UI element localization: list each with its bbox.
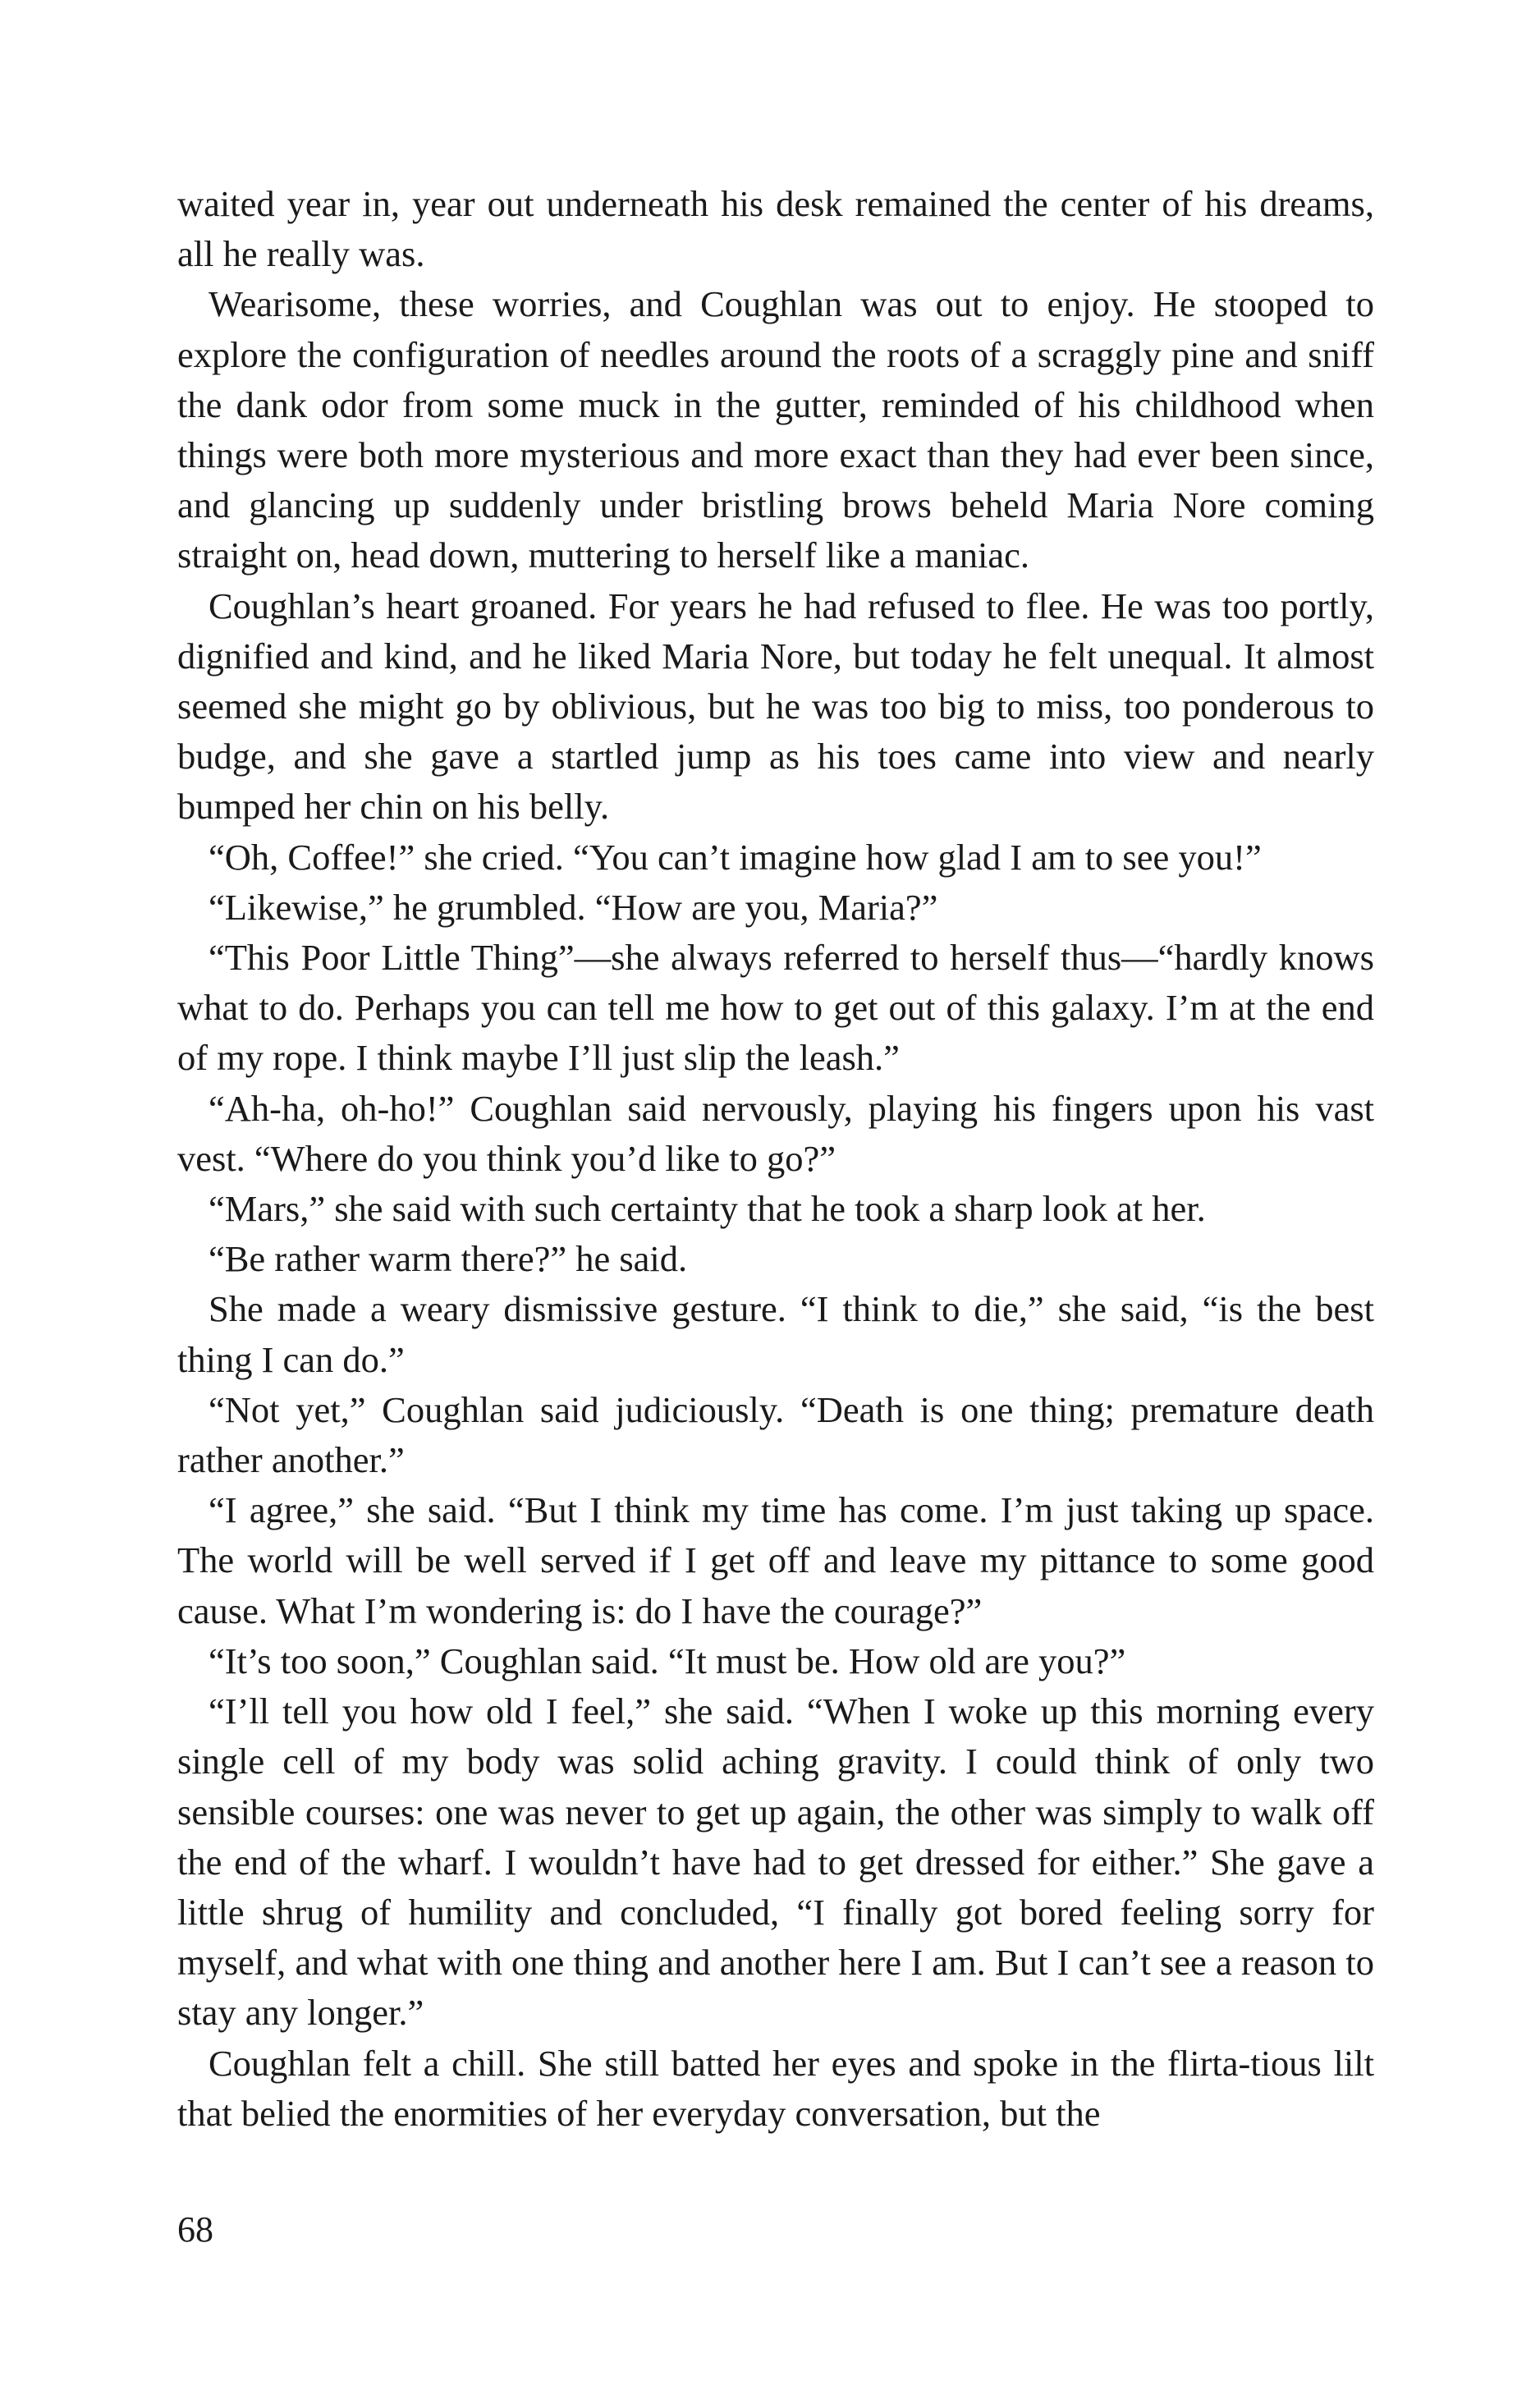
paragraph: “Oh, Coffee!” she cried. “You can’t imagine how glad I am to see you!” — [209, 836, 1262, 878]
paragraph: “Likewise,” he grumbled. “How are you, Maria?” — [209, 886, 938, 928]
paragraph: Coughlan’s heart groaned. For years he had refused to flee. He was too portly, dignified and kind, and he liked Maria Nore, but today he felt unequal. It almost seemed she might go by oblivious, but he was too big to miss, too ponderous to budge, and she gave a startled jump as his toes came into view and nearly bumped her chin on his belly. — [177, 585, 1374, 828]
paragraph: “Be rather warm there?” he said. — [209, 1238, 688, 1280]
body-text — [177, 179, 1374, 2139]
paragraph-continuation: waited year in, year out underneath his desk remained the center of his dreams, all he really was. — [177, 183, 1374, 275]
paragraph: Coughlan felt a chill. She still batted her eyes and spoke in the flirta-tious lilt that belied the enormities of her everyday conversation, but the — [177, 2042, 1374, 2134]
paragraph: “I agree,” she said. “But I think my time has come. I’m just taking up space. The world will be well served if I get off and leave my pittance to some good cause. What I’m wondering is: do I have the courage?” — [177, 1489, 1374, 1631]
paragraph: Wearisome, these worries, and Coughlan was out to enjoy. He stooped to explore the configuration of needles around the roots of a scraggly pine and sniff the dank odor from some muck in the gutter, reminded of his childhood when things were both more mysterious and more exact than they had ever been since, and glancing up suddenly under bristling brows beheld Maria Nore coming straight on, head down, muttering to herself like a maniac. — [177, 283, 1374, 576]
paragraph: “I’ll tell you how old I feel,” she said. “When I woke up this morning every single cell of my body was solid aching gravity. I could think of only two sensible courses: one was never to get up again, the other was simply to walk off the end of the wharf. I wouldn’t have had to get dressed for either.” She gave a little shrug of humility and concluded, “I finally got bored feeling sorry for myself, and what with one thing and another here I am. But I can’t see a reason to stay any longer.” — [177, 1690, 1374, 2034]
paragraph: “It’s too soon,” Coughlan said. “It must be. How old are you?” — [209, 1640, 1126, 1681]
paragraph: “Not yet,” Coughlan said judiciously. “Death is one thing; premature death rather another.” — [177, 1388, 1374, 1481]
page-number: 68 — [177, 2209, 213, 2250]
paragraph: “Ah-ha, oh-ho!” Coughlan said nervously, playing his fingers upon his vast vest. “Where do you think you’d like to go?” — [177, 1087, 1374, 1179]
paragraph: She made a weary dismissive gesture. “I think to die,” she said, “is the best thing I can do.” — [177, 1288, 1374, 1380]
paragraph: “This Poor Little Thing”—she always referred to herself thus—“hardly knows what to do. Perhaps you can tell me how to get out of this galaxy. I’m at the end of my rope. I think maybe I’ll just slip the leash.” — [177, 937, 1374, 1079]
paragraph: “Mars,” she said with such certainty that he took a sharp look at her. — [209, 1188, 1206, 1230]
